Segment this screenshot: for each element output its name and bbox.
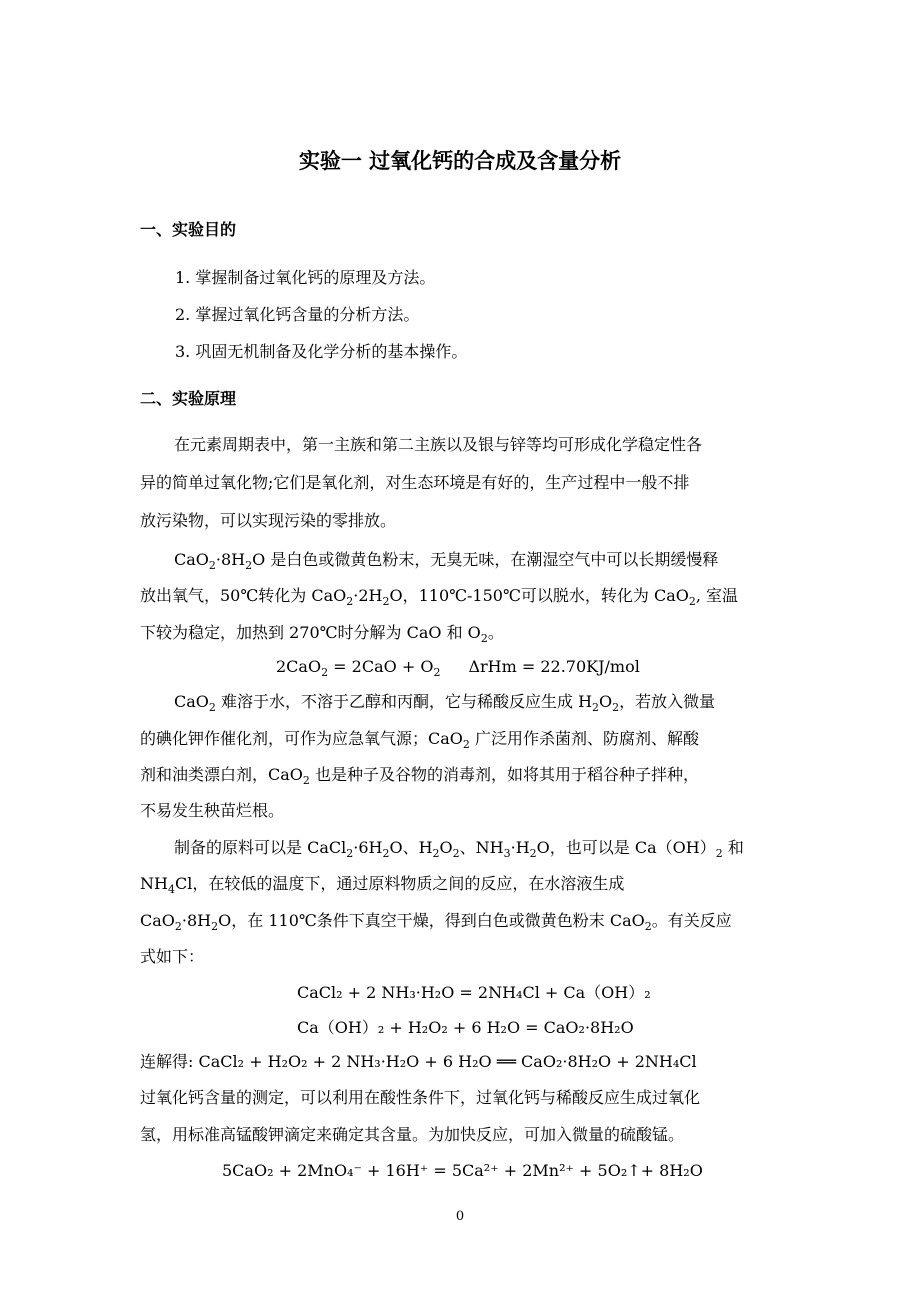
paragraph-line: 过氧化钙含量的测定，可以利用在酸性条件下，过氧化钙与稀酸反应生成过氧化 [140,1088,701,1107]
list-item: 2. 掌握过氧化钙含量的分析方法。 [175,305,420,324]
enthalpy-expression: ΔrHm = 22.70KJ/mol [468,657,640,676]
paragraph-line: 式如下： [140,947,205,966]
section-heading-objectives: 一、实验目的 [140,220,237,239]
paragraph-line: 剂和油类漂白剂，CaO$_2$ 也是种子及谷物的消毒剂，如将其用于稻谷种子拌种， [140,765,699,788]
list-item: 3. 巩固无机制备及化学分析的基本操作。 [175,342,468,361]
paragraph-line: $CaO_2\cdot 8H_2O$ 是白色或微黄色粉末，无臭无味，在潮湿空气中可以长期缓慢释 [174,550,719,573]
paragraph-line: $NH_4Cl$，在较低的温度下，通过原料物质之间的反应，在水溶液生成 [140,874,625,897]
paragraph-line: 异的简单过氧化物;它们是氧化剂，对生态环境是有好的，生产过程中一般不排 [140,473,690,492]
page-number: 0 [455,1209,465,1224]
equation: 5CaO₂ + 2MnO₄⁻ + 16H⁺ = 5Ca²⁺ + 2Mn²⁺ + 5O₂↑+ 8H₂O [222,1161,703,1180]
paragraph-line: 氢，用标准高锰酸钾滴定来确定其含量。为加快反应，可加入微量的硫酸锰。 [140,1125,685,1144]
paragraph-line: 不易发生秧苗烂根。 [140,801,285,820]
paragraph-line: 的碘化钾作催化剂，可作为应急氧气源；CaO$_2$ 广泛用作杀菌剂、防腐剂、解酸 [140,729,699,752]
paragraph-line: $CaO_2\cdot 8H_2O$，在 110℃条件下真空干燥，得到白色或微黄色粉末 CaO$_2$。有关反应 [140,911,732,934]
page-title: 实验一 过氧化钙的合成及含量分析 [298,149,622,173]
section-heading-principle: 二、实验原理 [140,389,237,408]
equation: $2CaO_2 = 2CaO + O_2$ ΔrHm = 22.70KJ/mol [276,657,640,680]
equation: Ca（OH）₂ + H₂O₂ + 6 H₂O = CaO₂·8H₂O [297,1018,634,1037]
paragraph-line: CaO$_2$ 难溶于水，不溶于乙醇和丙酮，它与稀酸反应生成 $H_2O_2$，若放入微量 [174,692,716,715]
list-item: 1. 掌握制备过氧化钙的原理及方法。 [175,268,436,287]
paragraph-line: 放出氧气，50℃转化为 $CaO_2\cdot 2H_2O$，110℃-150℃可以脱水，转化为 CaO$_2$, 室温 [140,586,739,609]
paragraph-line: 下较为稳定，加热到 270℃时分解为 CaO 和 $O_2$。 [140,623,504,646]
paragraph-line: 放污染物，可以实现污染的零排放。 [140,511,397,530]
paragraph-line: 在元素周期表中，第一主族和第二主族以及银与锌等均可形成化学稳定性各 [174,435,703,454]
paragraph-line: 制备的原料可以是 $CaCl_2\cdot 6H_2O$、$H_2O_2$、$NH_3\cdot H_2O$，也可以是 $Ca(OH)_2$ 和 [174,838,744,861]
equation: CaCl₂ + 2 NH₃·H₂O = 2NH₄Cl + Ca（OH）₂ [297,983,651,1002]
equation: 连解得: CaCl₂ + H₂O₂ + 2 NH₃·H₂O + 6 H₂O ══ CaO₂·8H₂O + 2NH₄Cl [140,1052,697,1071]
